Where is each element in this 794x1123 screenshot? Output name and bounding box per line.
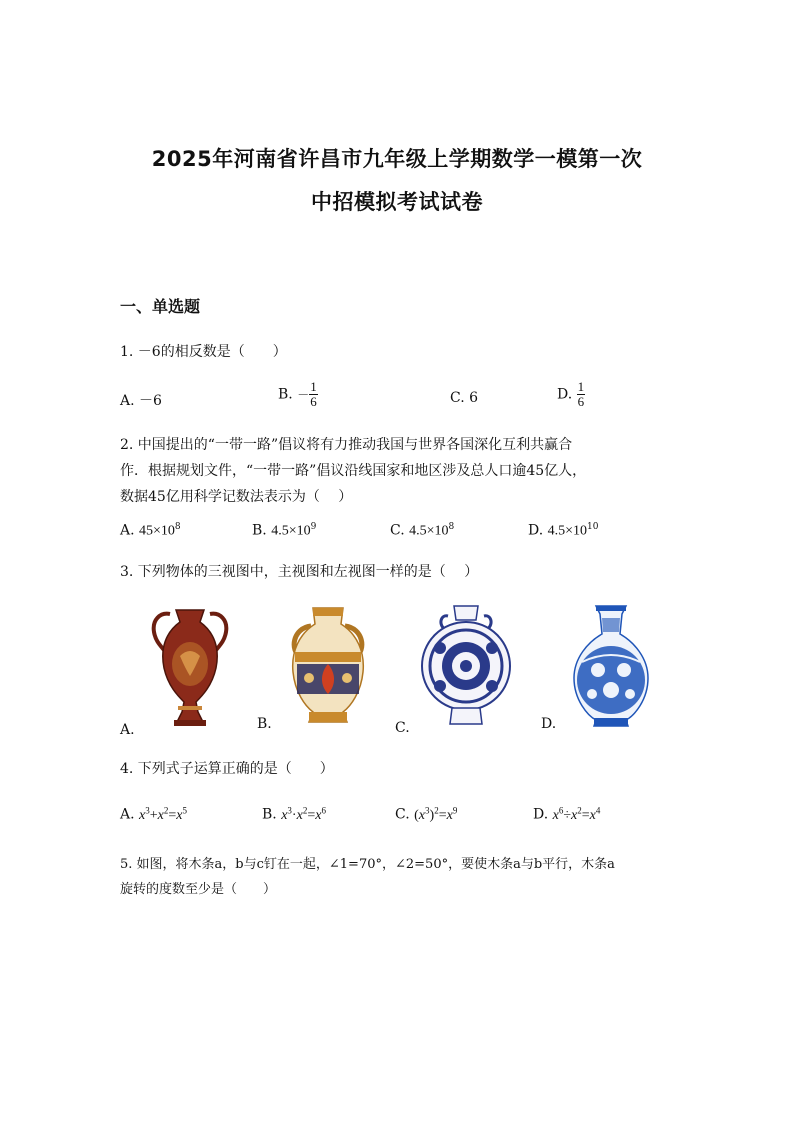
page-title-line2: 中招模拟考试试卷 [311,190,483,214]
q1-option-b-label: B. [278,386,293,403]
q3-option-b: B. [257,716,272,732]
q4-option-a-expression: $x^3+x^2=x^5$ [139,805,187,823]
q1-option-d-numerator: 1 [577,379,585,394]
q3-stem: 3. 下列物体的三视图中，主视图和左视图一样的是（ ） [120,564,479,580]
q2-option-b-base: 4.5×10 [271,523,311,539]
q4-option-b [262,805,326,824]
q2-option-a-base: 45×10 [139,523,175,539]
q2-option-d-base: 4.5×10 [547,523,588,539]
q5-stem-line2: 旋转的度数至少是（ ） [120,882,277,897]
q2-option-c [390,522,454,540]
q4-option-d-label: D. [533,806,549,823]
q1-stem: 1. －6的相反数是（ ） [120,344,287,360]
q4-option-c-label: C. [395,806,410,823]
q1-option-b-fraction [309,380,318,409]
q1-option-c: C. 6 [450,390,479,406]
q2-option-d-exponent: 10 [587,522,599,532]
q2-option-d-label: D. [528,522,544,539]
q2-option-c-base: 4.5×10 [409,523,449,539]
q3-option-a: A. [120,722,135,738]
q1-option-b-numerator: 1 [310,379,317,394]
q1-option-b-denominator: 6 [310,394,317,409]
q5-stem-line1: 5. 如图，将木条a，b与c钉在一起，∠1=70°，∠2=50°，要使木条a与b平行，木条a [120,857,615,872]
q1-option-b-sign: － [297,388,310,402]
q4-option-c [395,805,457,824]
q2-option-d [528,522,599,540]
q4-option-b-label: B. [262,806,277,823]
q1-option-d-denominator: 6 [577,394,585,409]
vase-b-image [283,606,373,726]
section-heading: 一、单选题 [120,297,201,316]
q4-option-c-expression: $(x^3)^2=x^9$ [414,805,458,823]
q2-stem-line3: 数据45亿用科学记数法表示为（ ） [120,489,353,505]
q3-option-d: D. [541,716,557,732]
q1-option-d [557,380,585,409]
q1-option-d-fraction [577,380,586,409]
q2-option-a-exponent: 8 [174,522,181,532]
q2-option-c-exponent: 8 [448,522,455,532]
q2-option-b [252,522,316,540]
page-title-line1: 2025年河南省许昌市九年级上学期数学一模第一次 [151,147,643,171]
q2-option-b-label: B. [252,522,267,539]
vase-a-image [140,606,240,730]
q1-option-b [278,380,318,409]
vase-d-image [568,604,654,728]
q2-option-a-label: A. [120,522,135,539]
q2-option-a [120,522,181,540]
q2-stem-line2: 作．根据规划文件，“一带一路”倡议沿线国家和地区涉及总人口逾45亿人， [120,463,587,479]
q2-stem-line1: 2. 中国提出的“一带一路”倡议将有力推动我国与世界各国深化互利共赢合 [120,437,573,453]
q2-option-b-exponent: 9 [310,522,317,532]
q2-option-c-label: C. [390,522,405,539]
q4-option-d-expression: $x^6\div x^2=x^4$ [552,805,601,823]
q4-option-d [533,805,600,824]
q4-option-a-label: A. [120,806,135,823]
q4-option-b-expression: $x^3\cdot x^2=x^6$ [281,805,326,823]
q1-option-d-label: D. [557,386,573,403]
q1-option-a: A. －6 [120,393,162,409]
q4-option-a [120,805,187,824]
q4-stem: 4. 下列式子运算正确的是（ ） [120,761,334,777]
q3-option-c: C. [395,720,410,736]
vase-c-image [418,602,514,728]
